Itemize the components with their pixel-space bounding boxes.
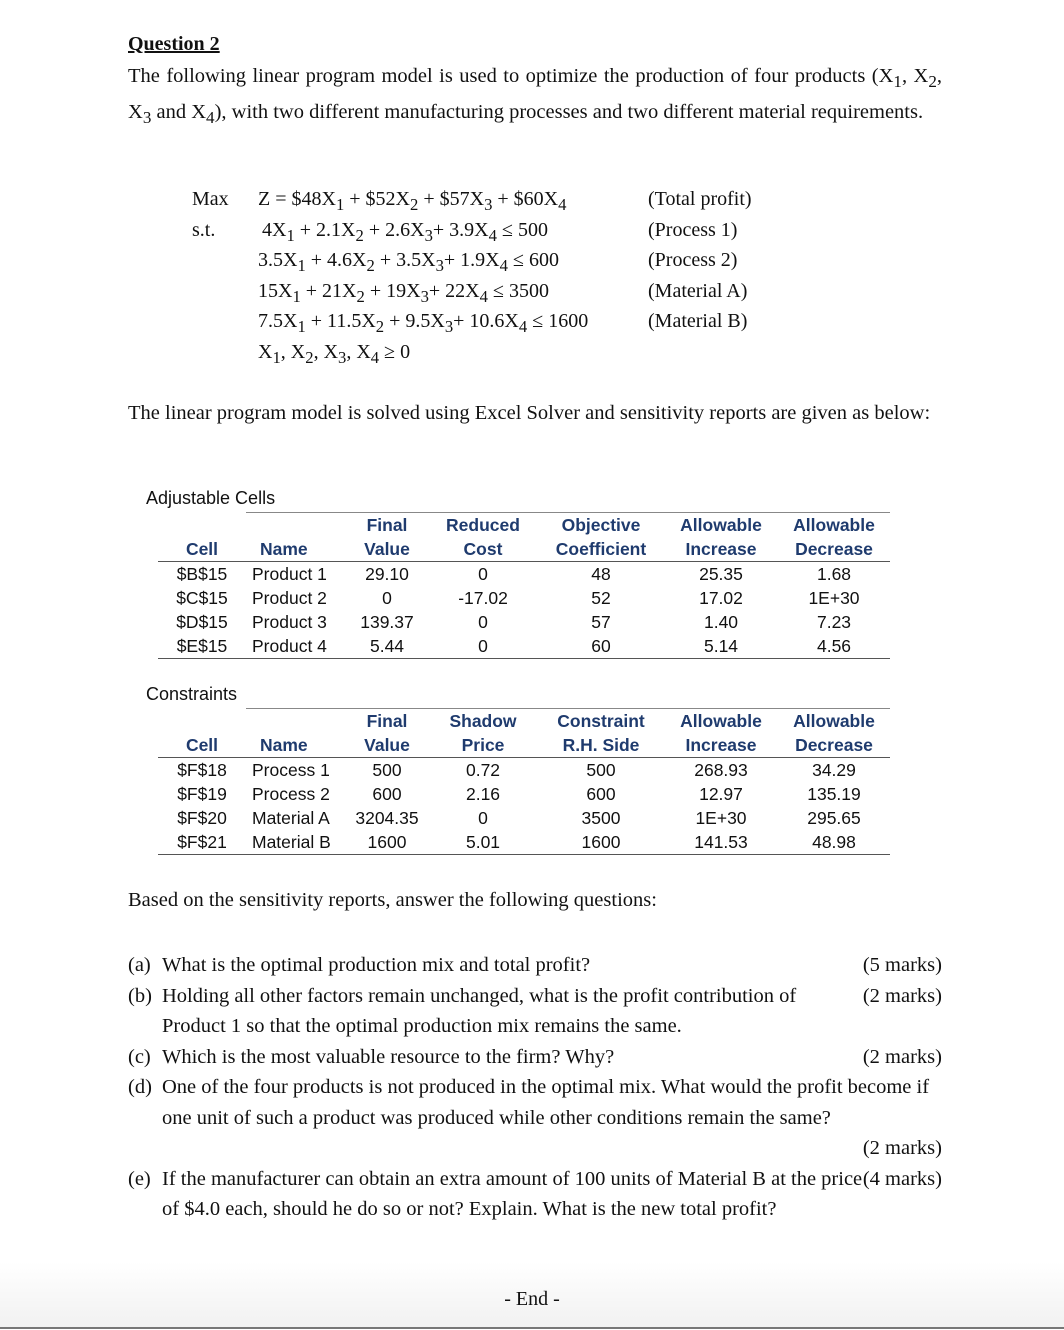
- constraint-expr: $15X_1 + 21X_2 + 19X_3+ 22X_4 \le 3500$: [258, 279, 549, 306]
- column-header: Increase: [664, 733, 778, 758]
- column-header: Name: [246, 733, 346, 758]
- question-label: (a): [128, 954, 151, 976]
- question-marks: (2 marks): [862, 984, 942, 1007]
- table-cell: 25.35: [699, 564, 743, 584]
- table-cell: Product 1: [252, 564, 327, 584]
- question-item: [128, 1042, 942, 1073]
- table-cell: 141.53: [664, 830, 778, 855]
- column-header: Allowable: [664, 513, 778, 538]
- question-marks: (2 marks): [862, 1045, 942, 1068]
- column-header: Allowable: [778, 709, 890, 734]
- table-cell: 12.97: [699, 784, 743, 804]
- bottom-divider: [0, 1327, 1064, 1329]
- table-cell: 1.68: [816, 564, 852, 584]
- table-cell: 57: [591, 612, 611, 632]
- column-header: Cost: [428, 537, 538, 562]
- question-title: Question 2: [128, 33, 220, 55]
- column-header: Allowable: [778, 513, 890, 538]
- table-cell: 1E+30: [808, 588, 860, 608]
- adjustable-cells-title: Adjustable Cells: [146, 488, 276, 508]
- question-label: (e): [128, 1167, 151, 1190]
- table-cell: 48: [591, 564, 611, 584]
- column-header: Name: [246, 537, 346, 562]
- column-header: Cell: [158, 733, 246, 758]
- column-header: R.H. Side: [538, 733, 664, 758]
- table-cell: 600: [372, 784, 402, 804]
- question-list: [128, 950, 942, 1225]
- table-row: [158, 782, 890, 806]
- table-cell: 135.19: [807, 784, 861, 804]
- constraint-desc: (Material B): [648, 310, 748, 332]
- constraints-table: [158, 708, 890, 855]
- table-row: [158, 586, 890, 610]
- table-cell: 29.10: [365, 564, 409, 584]
- constraint-expr: $4X_1 + 2.1X_2 + 2.6X_3+ 3.9X_4 \le 500$: [262, 218, 548, 245]
- table-cell: 500: [372, 760, 402, 780]
- table-cell: 5.44: [346, 634, 428, 659]
- table-row: [158, 634, 890, 659]
- column-header: Value: [346, 537, 428, 562]
- table-row: [158, 806, 890, 830]
- table-cell: 7.23: [816, 612, 852, 632]
- table-cell: $F$21: [158, 830, 246, 855]
- question-text: What is the optimal production mix and total profit?: [162, 954, 591, 976]
- question-label: (c): [128, 1045, 151, 1068]
- objective-expr: $Z = \$48X_1$ + $\$52X_2$ + $\$57X_3$ + $\$60X_4$: [258, 188, 567, 214]
- table-cell: 1.40: [703, 612, 739, 632]
- constraints-title: Constraints: [146, 684, 238, 704]
- column-header: [158, 709, 246, 734]
- table-cell: 139.37: [360, 612, 414, 632]
- column-header: Decrease: [778, 733, 890, 758]
- table-cell: 5.01: [428, 830, 538, 855]
- question-item: [128, 1164, 942, 1225]
- table-cell: 52: [591, 588, 611, 608]
- constraint-desc: (Process 2): [648, 249, 738, 271]
- column-header: Coefficient: [538, 537, 664, 562]
- question-item: [128, 981, 942, 1042]
- max-label: Max: [192, 188, 229, 210]
- column-header: [246, 709, 346, 734]
- column-header: Final: [346, 513, 428, 538]
- table-row: [158, 758, 890, 783]
- table-cell: 3204.35: [355, 808, 419, 828]
- table-cell: $E$15: [158, 634, 246, 659]
- table-cell: Product 3: [252, 612, 327, 632]
- table-cell: $F$20: [177, 808, 227, 828]
- table-cell: Process 2: [252, 784, 330, 804]
- table-cell: 0: [478, 612, 488, 632]
- question-label: (b): [128, 984, 152, 1007]
- end-marker: - End -: [504, 1288, 560, 1310]
- constraint-desc: (Material A): [648, 279, 748, 302]
- table-cell: 0: [382, 588, 392, 608]
- column-header: Cell: [158, 537, 246, 562]
- table-cell: 0: [478, 808, 488, 828]
- table-cell: 0: [428, 634, 538, 659]
- table-cell: 17.02: [699, 588, 743, 608]
- column-header: Value: [346, 733, 428, 758]
- constraint-expr: $7.5X_1 + 11.5X_2 + 9.5X_3+ 10.6X_4 \le 1600$: [258, 310, 589, 336]
- nonnegativity-expr: $X_1$, $X_2$, $X_3$, $X_4 \ge 0$: [258, 340, 411, 367]
- constraint-expr: $3.5X_1 + 4.6X_2 + 3.5X_3+ 1.9X_4 \le 600$: [258, 249, 559, 275]
- column-header: Reduced: [428, 513, 538, 538]
- table-cell: $B$15: [176, 564, 228, 584]
- based-text: Based on the sensitivity reports, answer the following questions:: [128, 889, 657, 911]
- table-cell: 5.14: [664, 634, 778, 659]
- table-cell: Product 4: [246, 634, 346, 659]
- question-marks: (2 marks): [862, 1137, 942, 1159]
- table-cell: 60: [538, 634, 664, 659]
- column-header: [246, 513, 346, 538]
- table-cell: 500: [586, 760, 616, 780]
- table-cell: 1600: [346, 830, 428, 855]
- adjustable-cells-table: [158, 512, 890, 659]
- table-cell: 4.56: [778, 634, 890, 659]
- table-cell: 295.65: [807, 808, 861, 828]
- question-text: Which is the most valuable resource to the firm? Why?: [162, 1045, 615, 1068]
- table-cell: 34.29: [812, 760, 856, 780]
- question-intro: The following linear program model is used to optimize the production of four products ($X_1$, $X_2$, $X_3$ and $X_4$), with two different manufacturing processes and two different material requirements.: [128, 65, 942, 128]
- question-item: [128, 1072, 942, 1164]
- column-header: Shadow: [428, 709, 538, 734]
- column-header: [158, 513, 246, 538]
- column-header: Allowable: [664, 709, 778, 734]
- table-cell: 0.72: [465, 760, 501, 780]
- table-cell: Material A: [252, 808, 330, 828]
- table-cell: 0: [478, 564, 488, 584]
- table-cell: 268.93: [694, 760, 748, 780]
- table-row: [158, 610, 890, 634]
- table-cell: 1E+30: [695, 808, 747, 828]
- question-label: (d): [128, 1076, 152, 1098]
- question-text: If the manufacturer can obtain an extra amount of 100 units of Material B at the price of $4.0 each, should he do so or not? Explain. What is the new total profit?: [162, 1167, 863, 1220]
- question-text: Holding all other factors remain unchanged, what is the profit contribution of Product 1 so that the optimal production mix remains the same.: [162, 984, 797, 1037]
- column-header: Objective: [538, 513, 664, 538]
- table-cell: Process 1: [252, 760, 330, 780]
- question-marks: (5 marks): [862, 954, 942, 976]
- constraint-desc: (Process 1): [648, 218, 738, 241]
- column-header: Price: [428, 733, 538, 758]
- column-header: Decrease: [778, 537, 890, 562]
- table-cell: $F$19: [177, 784, 227, 804]
- table-cell: Product 2: [252, 588, 327, 608]
- column-header: Constraint: [538, 709, 664, 734]
- column-header: Final: [346, 709, 428, 734]
- question-marks: (4 marks): [862, 1167, 942, 1190]
- table-cell: -17.02: [458, 588, 508, 608]
- column-header: Increase: [664, 537, 778, 562]
- table-row: [158, 830, 890, 855]
- table-cell: 1600: [538, 830, 664, 855]
- table-cell: 2.16: [465, 784, 501, 804]
- table-cell: 600: [586, 784, 616, 804]
- table-row: [158, 562, 890, 587]
- table-cell: $D$15: [176, 612, 228, 632]
- table-cell: $F$18: [177, 760, 227, 780]
- table-cell: $C$15: [176, 588, 228, 608]
- table-cell: Material B: [246, 830, 346, 855]
- question-text: One of the four products is not produced in the optimal mix. What would the profit become if one unit of such a product was produced while other conditions remain the same?: [162, 1076, 930, 1129]
- objective-desc: (Total profit): [648, 188, 752, 210]
- solved-text: The linear program model is solved using Excel Solver and sensitivity reports are given as below:: [128, 402, 931, 424]
- st-label: s.t.: [192, 218, 216, 241]
- table-cell: 48.98: [778, 830, 890, 855]
- question-item: [128, 950, 942, 981]
- table-cell: 3500: [581, 808, 621, 828]
